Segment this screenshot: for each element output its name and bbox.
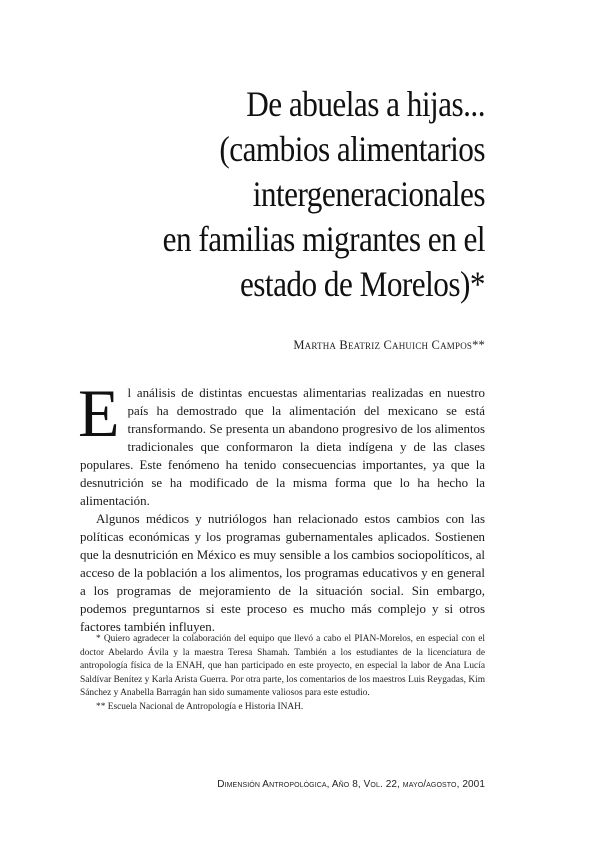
article-body bbox=[78, 375, 485, 636]
footnotes bbox=[80, 633, 485, 714]
paragraph-2: Algunos médicos y nutriólogos han relacionado estos cambios con las políticas económicas y los programas gubernamentales aplicados. Sostienen que la desnutrición en México es muy sensible a los cambios sociopolíticos, al acceso de la población a los alimentos, los programas educativos y en general a los programas de mejoramiento de la situación social. Sin embargo, podemos preguntarnos si este proceso es mucho más complejo y si otros factores también influyen. bbox=[80, 512, 485, 634]
title-line-5: estado de Morelos)* bbox=[239, 264, 485, 304]
author-name: Martha Beatriz Cahuich Campos** bbox=[293, 338, 485, 352]
article-title bbox=[115, 82, 485, 307]
paragraph-1 bbox=[78, 375, 485, 510]
footnote-2: ** Escuela Nacional de Antropología e Historia INAH. bbox=[96, 701, 304, 712]
title-line-3: intergeneracionales bbox=[252, 174, 485, 214]
title-line-4: en familias migrantes en el bbox=[162, 219, 485, 259]
journal-footer: Dimensión Antropológica, Año 8, Vol. 22, mayo/agosto, 2001 bbox=[217, 779, 485, 790]
title-line-1: De abuelas a hijas... bbox=[246, 84, 485, 124]
title-line-2: (cambios alimentarios bbox=[219, 129, 486, 169]
drop-cap: E bbox=[78, 375, 120, 451]
paragraph-1-text: l análisis de distintas encuestas alimentarias realizadas en nuestro país ha demostrado que la alimentación del mexicano se está transformando. Se presenta un abandono progresivo de los alimentos tradicionales que conformaron la dieta indígena y de las clases populares. Este fenómeno ha tenido consecuencias importantes, ya que la desnutrición se ha modificado de la misma forma que lo ha hecho la alimentación. bbox=[80, 386, 485, 508]
footnote-1: * Quiero agradecer la colaboración del equipo que llevó a cabo el PIAN-Morelos, en especial con el doctor Abelardo Ávila y la maestra Teresa Shamah. También a los estudiantes de la licenciatura de antropología física de la ENAH, que han participado en este proyecto, en especial la labor de Ana Lucía Saldívar Benítez y Karla Arista Guerra. Por otra parte, los comentarios de los maestros Luis Reygadas, Kim Sánchez y Anabella Barragán han sido sumamente valiosos para este estudio. bbox=[80, 634, 485, 698]
